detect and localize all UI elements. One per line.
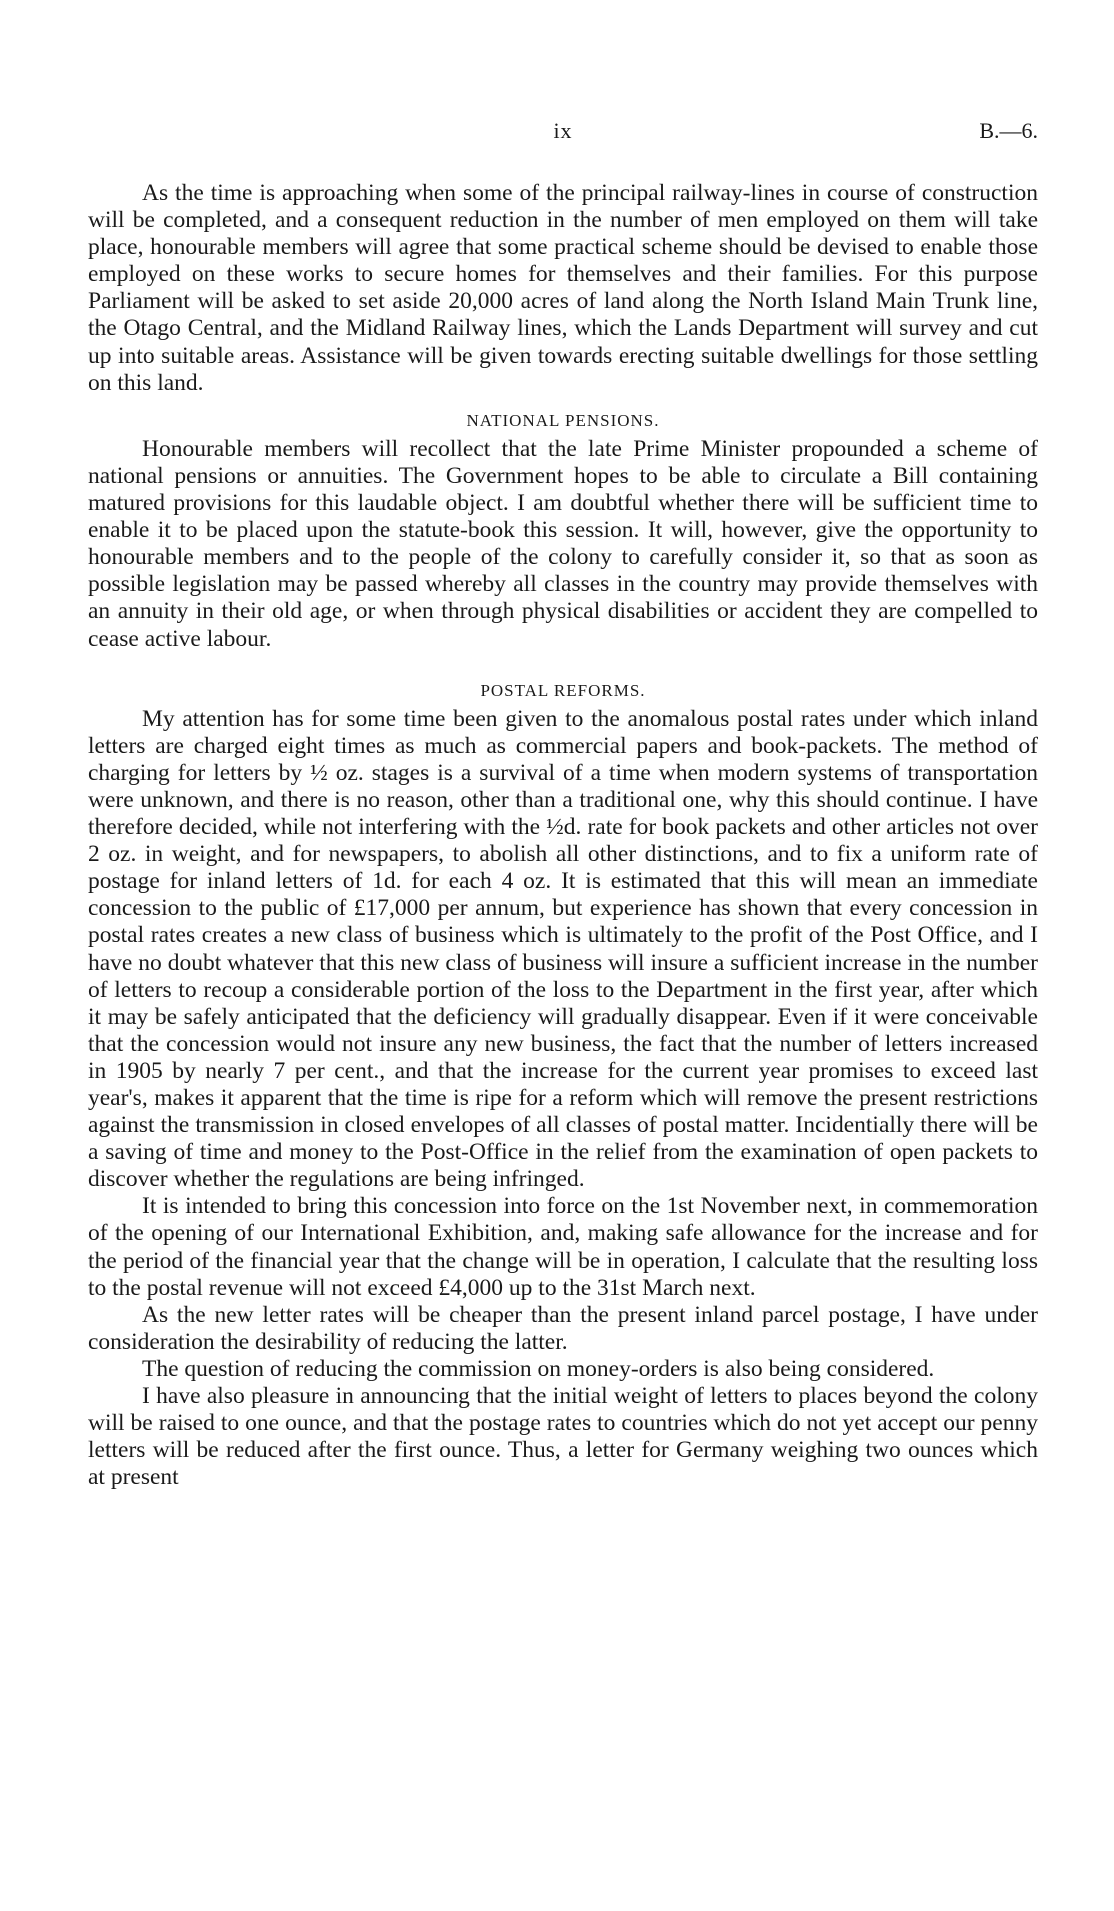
paragraph: I have also pleasure in announcing that the initial weight of letters to places beyond the colony will be raised to one ounce, and that the postage rates to countries which do not yet accept our penny letters will be reduced after the first ounce. Thus, a letter for Germany weighing two ounces which at present — [88, 1383, 1038, 1491]
paragraph: As the time is approaching when some of the principal railway-lines in course of construction will be completed, and a consequent reduction in the number of men employed on them will take place, honourable members will agree that some practical scheme should be devised to enable those employed on these works to secure homes for themselves and their families. For this purpose Parliament will be asked to set aside 20,000 acres of land along the North Island Main Trunk line, the Otago Central, and the Midland Railway lines, which the Lands Department will survey and cut up into suitable areas. Assistance will be given towards erecting suitable dwellings for those settling on this land. — [88, 180, 1038, 396]
paragraph: The question of reducing the commission on money-orders is also being considered. — [142, 1355, 935, 1382]
page-content — [88, 180, 1038, 1491]
page-header — [88, 118, 1038, 148]
section-heading: POSTAL REFORMS. — [480, 680, 646, 700]
paragraph: It is intended to bring this concession into force on the 1st November next, in commemoration of the opening of our International Exhibition, and, making safe allowance for the increase and for the period of the financial year that the change will be in operation, I calculate that the resulting loss to the postal revenue will not exceed £4,000 up to the 31st March next. — [88, 1193, 1038, 1301]
postal-reforms-section — [88, 677, 1038, 1492]
national-pensions-section — [88, 407, 1038, 653]
paragraph: As the new letter rates will be cheaper than the present inland parcel postage, I have under consideration the desirability of reducing the latter. — [88, 1301, 1038, 1355]
paragraph: My attention has for some time been given to the anomalous postal rates under which inland letters are charged eight times as much as commercial papers and book-packets. The method of charging for letters by ½ oz. stages is a survival of a time when modern systems of transportation were unknown, and there is no reason, other than a traditional one, why this should continue. I have therefore decided, while not interfering with the ½d. rate for book packets and other articles not over 2 oz. in weight, and for newspapers, to abolish all other distinctions, and to fix a uniform rate of postage for inland letters of 1d. for each 4 oz. It is estimated that this will mean an immediate concession to the public of £17,000 per annum, but experience has shown that every concession in postal rates creates a new class of business which is ultimately to the profit of the Post Office, and I have no doubt whatever that this new class of business will insure a sufficient increase in the number of letters to recoup a considerable portion of the loss to the Department in the first year, after which it may be safely anticipated that the deficiency will gradually disappear. Even if it were conceivable that the concession would not insure any new business, the fact that the number of letters increased in 1905 by nearly 7 per cent., and that the increase for the current year promises to exceed last year's, makes it apparent that the time is ripe for a reform which will remove the present restrictions against the transmission in closed envelopes of all classes of postal matter. Incidentially there will be a saving of time and money to the Post-Office in the relief from the examination of open packets to discover whether the regulations are being infringed. — [88, 705, 1038, 1193]
intro-section — [88, 180, 1038, 397]
page-number: ix — [553, 118, 573, 143]
paragraph: Honourable members will recollect that the late Prime Minister propounded a scheme of national pensions or annuities. The Government hopes to be able to circulate a Bill containing matured provisions for this laudable object. I am doubtful whether there will be sufficient time to enable it to be placed upon the statute-book this session. It will, however, give the opportunity to honourable members and to the people of the colony to carefully consider it, so that as soon as possible legislation may be passed whereby all classes in the country may provide themselves with an annuity in their old age, or when through physical disabilities or accident they are compelled to cease active labour. — [88, 435, 1038, 652]
section-heading: NATIONAL PENSIONS. — [466, 410, 660, 430]
document-code: B.—6. — [979, 118, 1038, 143]
